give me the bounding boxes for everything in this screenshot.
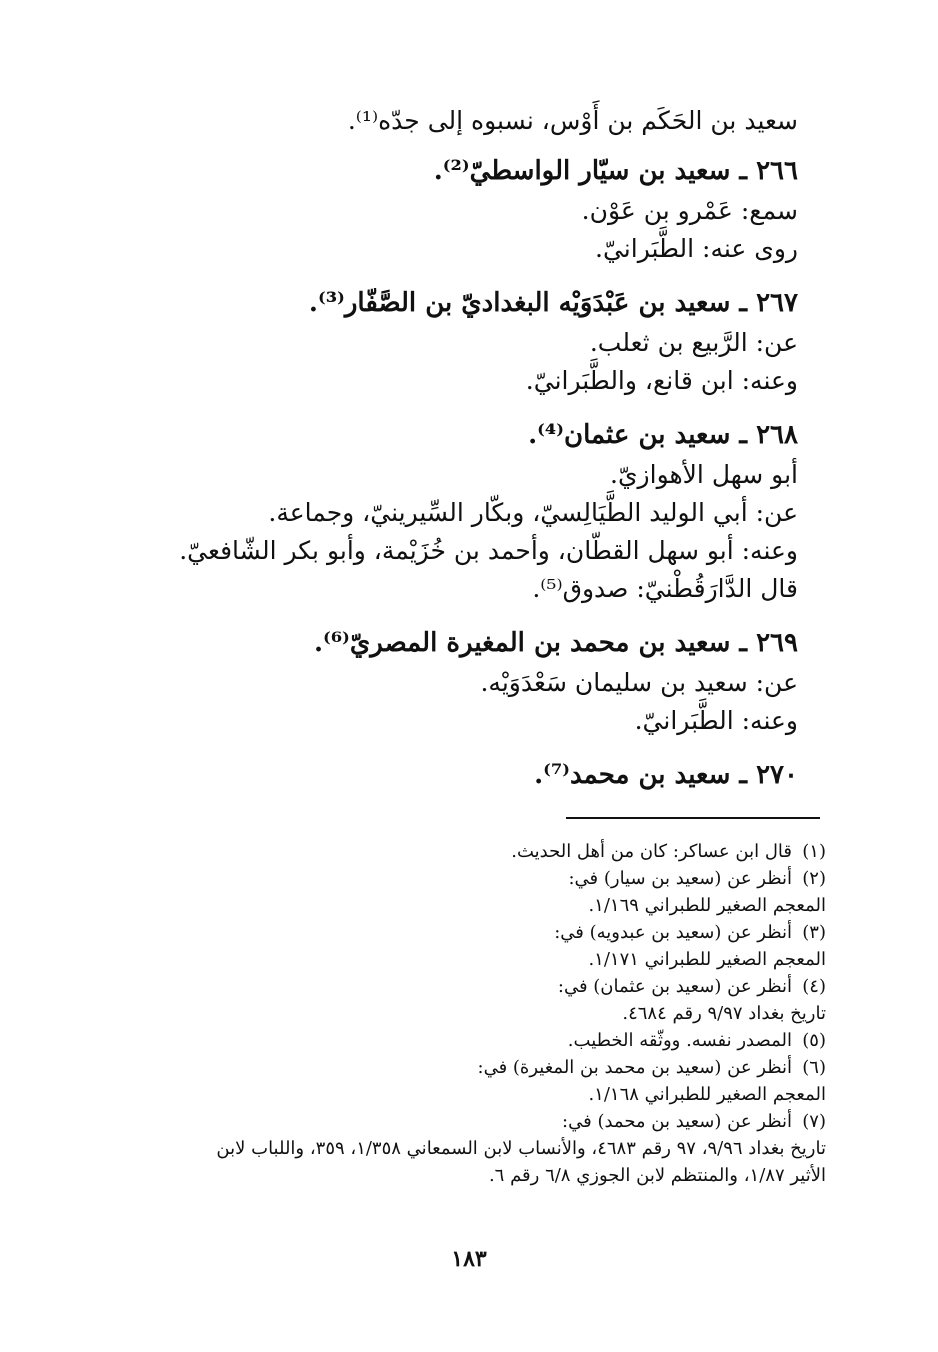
entry-266 bbox=[98, 150, 798, 268]
page-number: ١٨٣ bbox=[451, 1246, 487, 1272]
entry-line: عن: سعيد بن سليمان سَعْدَوَيْه. bbox=[480, 668, 798, 697]
entry-line: عن: أبي الوليد الطَّيَالِسيّ، وبكّار السِّيرينيّ، وجماعة. bbox=[268, 498, 798, 527]
footnote-5 bbox=[106, 1027, 826, 1054]
footnote-1 bbox=[106, 838, 826, 865]
footnote-3 bbox=[106, 919, 826, 946]
footnote-continuation: المعجم الصغير للطبراني ١/١٦٨. bbox=[588, 1084, 826, 1105]
footnote-continuation: المعجم الصغير للطبراني ١/١٦٩. bbox=[588, 895, 826, 916]
footnote-text: أنظر عن (سعيد بن سيار) في: bbox=[568, 868, 792, 889]
footnote-continuation: تاريخ بغداد ٩/٩٦، ٩٧ رقم ٤٦٨٣، والأنساب لابن السمعاني ١/٣٥٨، ٣٥٩، واللباب لابن bbox=[216, 1138, 826, 1159]
footnote-4 bbox=[106, 973, 826, 1000]
main-text bbox=[98, 102, 798, 796]
entry-heading: ٢٦٩ ـ سعيد بن محمد بن المغيرة المصريّ⁽⁶⁾. bbox=[313, 628, 798, 658]
footnote-number: (٥) bbox=[802, 1030, 826, 1051]
intro-line: سعيد بن الحَكَم بن أَوْس، نسبوه إلى جدّه⁽¹⁾. bbox=[347, 106, 798, 135]
footnote-2 bbox=[106, 865, 826, 892]
entry-heading: ٢٧٠ ـ سعيد بن محمد⁽⁷⁾. bbox=[534, 760, 798, 790]
footnote-number: (١) bbox=[802, 841, 826, 862]
footnote-text: أنظر عن (سعيد بن عبدويه) في: bbox=[554, 922, 792, 943]
footnote-text: أنظر عن (سعيد بن محمد) في: bbox=[562, 1111, 792, 1132]
footnote-text: أنظر عن (سعيد بن محمد بن المغيرة) في: bbox=[477, 1057, 792, 1078]
footnote-number: (٤) bbox=[802, 976, 826, 997]
footnote-text: أنظر عن (سعيد بن عثمان) في: bbox=[557, 976, 792, 997]
entry-line: عن: الرَّبيع بن ثعلب. bbox=[589, 328, 798, 357]
entry-line: أبو سهل الأهوازيّ. bbox=[610, 460, 798, 489]
entry-heading: ٢٦٧ ـ سعيد بن عَبْدَوَيْه البغداديّ بن الصَّفّار⁽³⁾. bbox=[308, 288, 798, 318]
entry-line: قال الدَّارَقُطْنيّ: صدوق⁽⁵⁾. bbox=[532, 574, 798, 603]
footnote-number: (٣) bbox=[802, 922, 826, 943]
footnote-number: (٦) bbox=[802, 1057, 826, 1078]
entry-268 bbox=[98, 414, 798, 608]
footnotes bbox=[106, 838, 826, 1189]
entry-line: وعنه: الطَّبَرانيّ. bbox=[634, 706, 798, 735]
entry-heading: ٢٦٦ ـ سعيد بن سيّار الواسطيّ⁽²⁾. bbox=[433, 156, 798, 186]
footnote-continuation: المعجم الصغير للطبراني ١/١٧١. bbox=[588, 949, 826, 970]
footnote-divider bbox=[566, 817, 820, 819]
footnote-7 bbox=[106, 1108, 826, 1135]
entry-line: وعنه: أبو سهل القطّان، وأحمد بن خُزَيْمة، وأبو بكر الشّافعيّ. bbox=[179, 536, 798, 565]
footnote-continuation: تاريخ بغداد ٩/٩٧ رقم ٤٦٨٤. bbox=[622, 1003, 826, 1024]
footnote-number: (٧) bbox=[802, 1111, 826, 1132]
entry-269 bbox=[98, 622, 798, 740]
footnote-continuation: الأثير ١/٨٧، والمنتظم لابن الجوزي ٦/٨ رقم ٦. bbox=[488, 1165, 826, 1186]
entry-heading: ٢٦٨ ـ سعيد بن عثمان⁽⁴⁾. bbox=[528, 420, 798, 450]
entry-267 bbox=[98, 282, 798, 400]
footnote-text: المصدر نفسه. ووثّقه الخطيب. bbox=[567, 1030, 792, 1051]
entry-line: سمع: عَمْرو بن عَوْن. bbox=[581, 196, 798, 225]
entry-270 bbox=[98, 754, 798, 796]
footnote-6 bbox=[106, 1054, 826, 1081]
entry-line: روى عنه: الطَّبَرانيّ. bbox=[595, 234, 798, 263]
footnote-text: قال ابن عساكر: كان من أهل الحديث. bbox=[511, 841, 792, 862]
footnote-number: (٢) bbox=[802, 868, 826, 889]
entry-line: وعنه: ابن قانع، والطَّبَرانيّ. bbox=[525, 366, 798, 395]
